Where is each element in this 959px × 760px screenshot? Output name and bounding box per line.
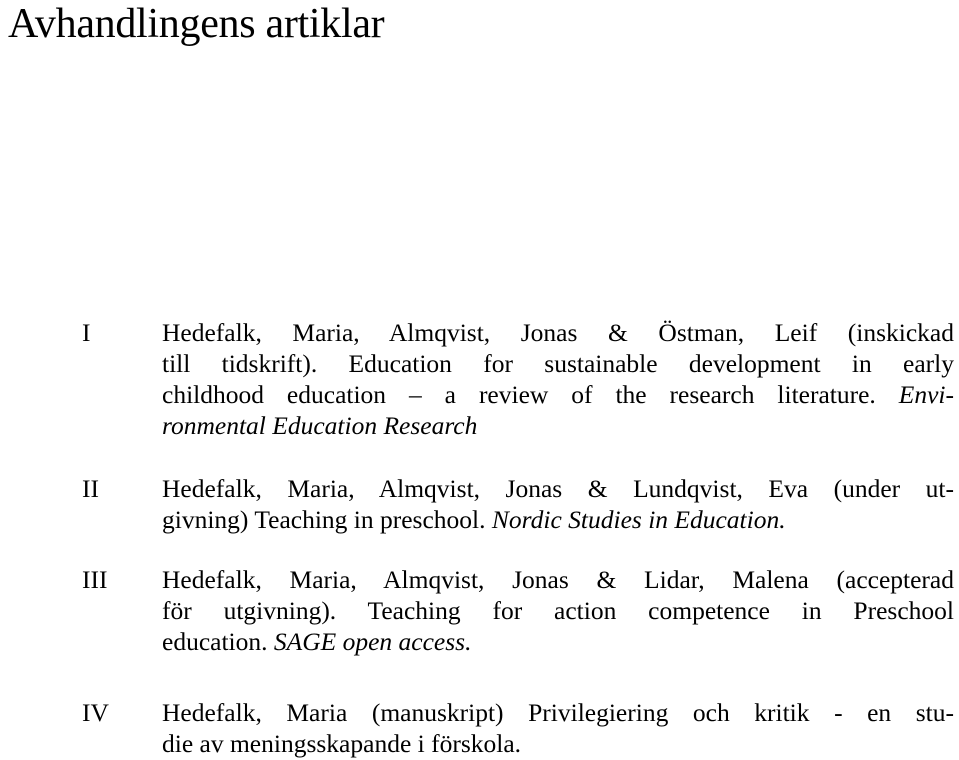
citation-line: die av meningsskapande i förskola. — [162, 729, 522, 758]
article-citation — [162, 697, 954, 759]
citation-line: för utgivning). Teaching for action competence in Preschool — [162, 596, 954, 625]
citation-line: Hedefalk, Maria, Almqvist, Jonas & Lundqvist, Eva (under ut- — [162, 474, 954, 503]
citation-line — [162, 626, 954, 657]
article-citation — [162, 317, 954, 441]
citation-line: Hedefalk, Maria, Almqvist, Jonas & Lidar, Malena (accepterad — [162, 565, 954, 594]
citation-text: givning) Teaching in preschool. — [162, 505, 492, 534]
journal-name-continued: ronmental Education Research — [162, 411, 478, 440]
journal-name: SAGE open access. — [273, 627, 472, 656]
citation-text: childhood education – a review of the research literature. — [162, 380, 899, 409]
article-citation — [162, 473, 954, 535]
article-citation — [162, 564, 954, 657]
page-title: Avhandlingens artiklar — [8, 1, 385, 47]
citation-line: Hedefalk, Maria, Almqvist, Jonas & Östman, Leif (inskickad — [162, 318, 954, 347]
citation-line — [162, 379, 954, 410]
article-numeral: IV — [82, 698, 109, 727]
citation-line: till tidskrift). Education for sustainable development in early — [162, 349, 954, 378]
citation-line: Hedefalk, Maria (manuskript) Privilegiering och kritik - en stu- — [162, 698, 954, 727]
article-numeral: III — [82, 565, 108, 594]
citation-line — [162, 504, 954, 535]
journal-name: Envi- — [898, 380, 954, 409]
article-numeral: II — [82, 474, 99, 503]
article-numeral: I — [82, 318, 91, 347]
journal-name: Nordic Studies in Education. — [491, 505, 786, 534]
citation-text: education. — [162, 627, 274, 656]
